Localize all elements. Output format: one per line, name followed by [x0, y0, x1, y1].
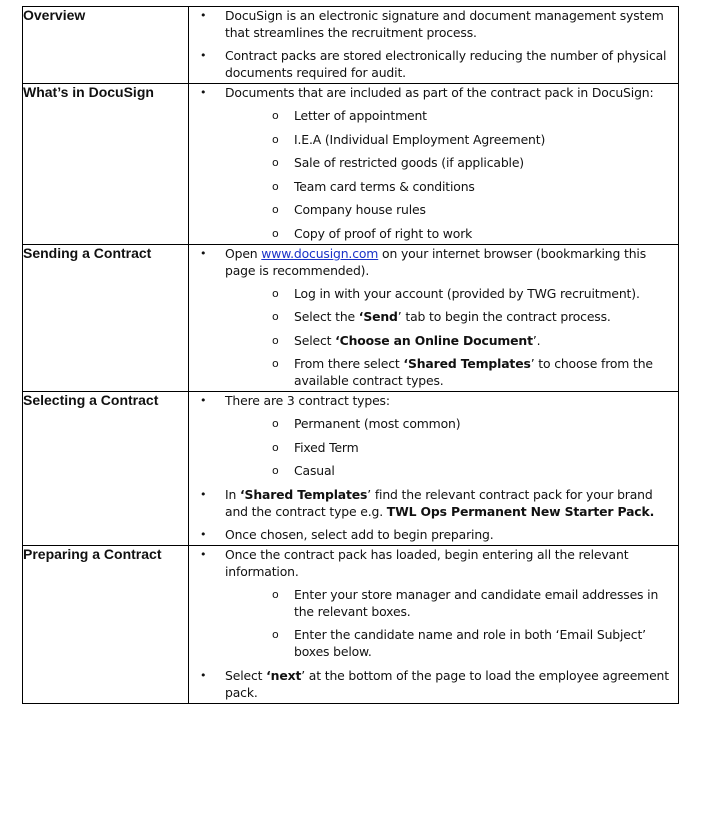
- text: Enter your store manager and candidate email addresses in the relevant boxes.: [294, 586, 659, 619]
- text: I.E.A (Individual Employment Agreement): [294, 131, 546, 147]
- section-content: [189, 392, 679, 546]
- hollow-bullet-icon: o: [272, 417, 279, 430]
- text: Copy of proof of right to work: [294, 225, 473, 241]
- sub-bullet-item: [189, 178, 678, 195]
- hollow-bullet-icon: o: [272, 440, 279, 454]
- text: There are 3 contract types:: [225, 393, 390, 408]
- sub-bullet-item: [189, 201, 678, 218]
- text: DocuSign is an electronic signature and document management system that streamlines the recruitment process.: [225, 8, 664, 40]
- section-heading: Selecting a Contract: [23, 392, 189, 546]
- bullet-icon: •: [200, 394, 207, 407]
- bullet-icon: •: [200, 86, 207, 99]
- bold-text: ‘next: [266, 667, 302, 683]
- hollow-bullet-icon: o: [272, 628, 279, 641]
- hollow-bullet-icon: o: [272, 587, 279, 601]
- bullet-icon: •: [200, 49, 207, 62]
- bullet-item: [189, 245, 678, 279]
- section-heading: Preparing a Contract: [23, 545, 189, 703]
- text: ’ tab to begin the contract process.: [397, 309, 611, 324]
- text: ’.: [532, 332, 541, 348]
- text: Permanent (most common): [294, 416, 461, 431]
- text: Team card terms & conditions: [294, 178, 475, 194]
- section-row-preparing-a-contract: [23, 545, 679, 703]
- sub-bullet-item: [189, 308, 678, 325]
- sub-bullet-item: [189, 107, 678, 124]
- text: Documents that are included as part of the contract pack in DocuSign:: [225, 85, 654, 100]
- hollow-bullet-icon: o: [272, 132, 279, 146]
- sub-bullet-item: [189, 131, 678, 148]
- section-heading: What’s in DocuSign: [23, 84, 189, 245]
- bullet-item: [189, 392, 678, 409]
- text: Contract packs are stored electronically reducing the number of physical documents required for audit.: [225, 48, 667, 80]
- bullet-icon: •: [200, 527, 207, 541]
- sub-bullet-item: [189, 626, 678, 660]
- docusign-link[interactable]: www.docusign.com: [261, 245, 379, 261]
- bullet-item: [189, 7, 678, 41]
- sub-bullet-item: [189, 285, 678, 302]
- section-content: [189, 84, 679, 245]
- section-content: [189, 244, 679, 392]
- bullet-item: [189, 486, 678, 520]
- hollow-bullet-icon: o: [272, 156, 279, 169]
- sub-bullet-item: [189, 462, 678, 479]
- text: From there select: [294, 356, 404, 371]
- bullet-icon: •: [200, 547, 207, 561]
- bullet-item: [189, 84, 678, 101]
- text: ’ at the bottom of the page to load the employee agreement pack.: [225, 667, 669, 700]
- text: Once the contract pack has loaded, begin entering all the relevant information.: [225, 546, 629, 579]
- section-row-selecting-a-contract: [23, 392, 679, 546]
- sub-bullet-item: [189, 415, 678, 432]
- text: Letter of appointment: [294, 108, 427, 123]
- hollow-bullet-icon: o: [272, 310, 279, 323]
- section-content: [189, 545, 679, 703]
- sub-bullet-item: [189, 225, 678, 242]
- bullet-item: [189, 667, 678, 701]
- hollow-bullet-icon: o: [272, 286, 279, 300]
- hollow-bullet-icon: o: [272, 333, 279, 347]
- bold-text: TWL Ops Permanent New Starter Pack.: [386, 503, 655, 519]
- text: Open: [225, 245, 262, 261]
- text: Sale of restricted goods (if applicable): [294, 155, 524, 170]
- hollow-bullet-icon: o: [272, 203, 279, 216]
- text: Company house rules: [294, 202, 426, 217]
- text: Select the: [294, 309, 359, 324]
- text: Select: [294, 332, 336, 348]
- bold-text: ‘Send: [358, 309, 398, 324]
- text: on your internet browser (bookmarking this page is recommended).: [225, 245, 647, 278]
- text: ’ find the relevant contract pack for your brand and the contract type e.g.: [225, 486, 653, 519]
- section-heading: Overview: [23, 7, 189, 84]
- bullet-icon: •: [200, 487, 207, 501]
- text: Log in with your account (provided by TWG recruitment).: [294, 285, 640, 301]
- sub-bullet-item: [189, 439, 678, 456]
- section-row-whats-in-docusign: [23, 84, 679, 245]
- bullet-item: [189, 546, 678, 580]
- sub-bullet-item: [189, 154, 678, 171]
- bullet-item: [189, 526, 678, 543]
- bold-text: ‘Shared Templates: [240, 486, 368, 502]
- hollow-bullet-icon: o: [272, 109, 279, 122]
- sub-bullet-item: [189, 586, 678, 620]
- bullet-item: [189, 47, 678, 81]
- section-row-overview: [23, 7, 679, 84]
- bullet-icon: •: [200, 246, 207, 260]
- docusign-guide-table: [22, 6, 679, 704]
- text: Select: [225, 667, 267, 683]
- text: Enter the candidate name and role in both ‘Email Subject’ boxes below.: [294, 627, 646, 659]
- bold-text: ‘Shared Templates: [403, 356, 531, 371]
- section-row-sending-a-contract: [23, 244, 679, 392]
- text: Fixed Term: [294, 439, 359, 455]
- hollow-bullet-icon: o: [272, 357, 279, 370]
- table-body: [23, 7, 679, 704]
- text: Casual: [294, 463, 335, 478]
- hollow-bullet-icon: o: [272, 179, 279, 193]
- sub-bullet-item: [189, 355, 678, 389]
- hollow-bullet-icon: o: [272, 226, 279, 240]
- text: Once chosen, select add to begin preparing.: [225, 526, 494, 542]
- bold-text: ‘Choose an Online Document: [335, 332, 533, 348]
- bullet-icon: •: [200, 668, 207, 682]
- bullet-icon: •: [200, 9, 207, 22]
- text: ’ to choose from the available contract types.: [294, 356, 653, 388]
- sub-bullet-item: [189, 332, 678, 349]
- section-heading: Sending a Contract: [23, 244, 189, 392]
- section-content: [189, 7, 679, 84]
- hollow-bullet-icon: o: [272, 464, 279, 477]
- text: In: [225, 486, 240, 502]
